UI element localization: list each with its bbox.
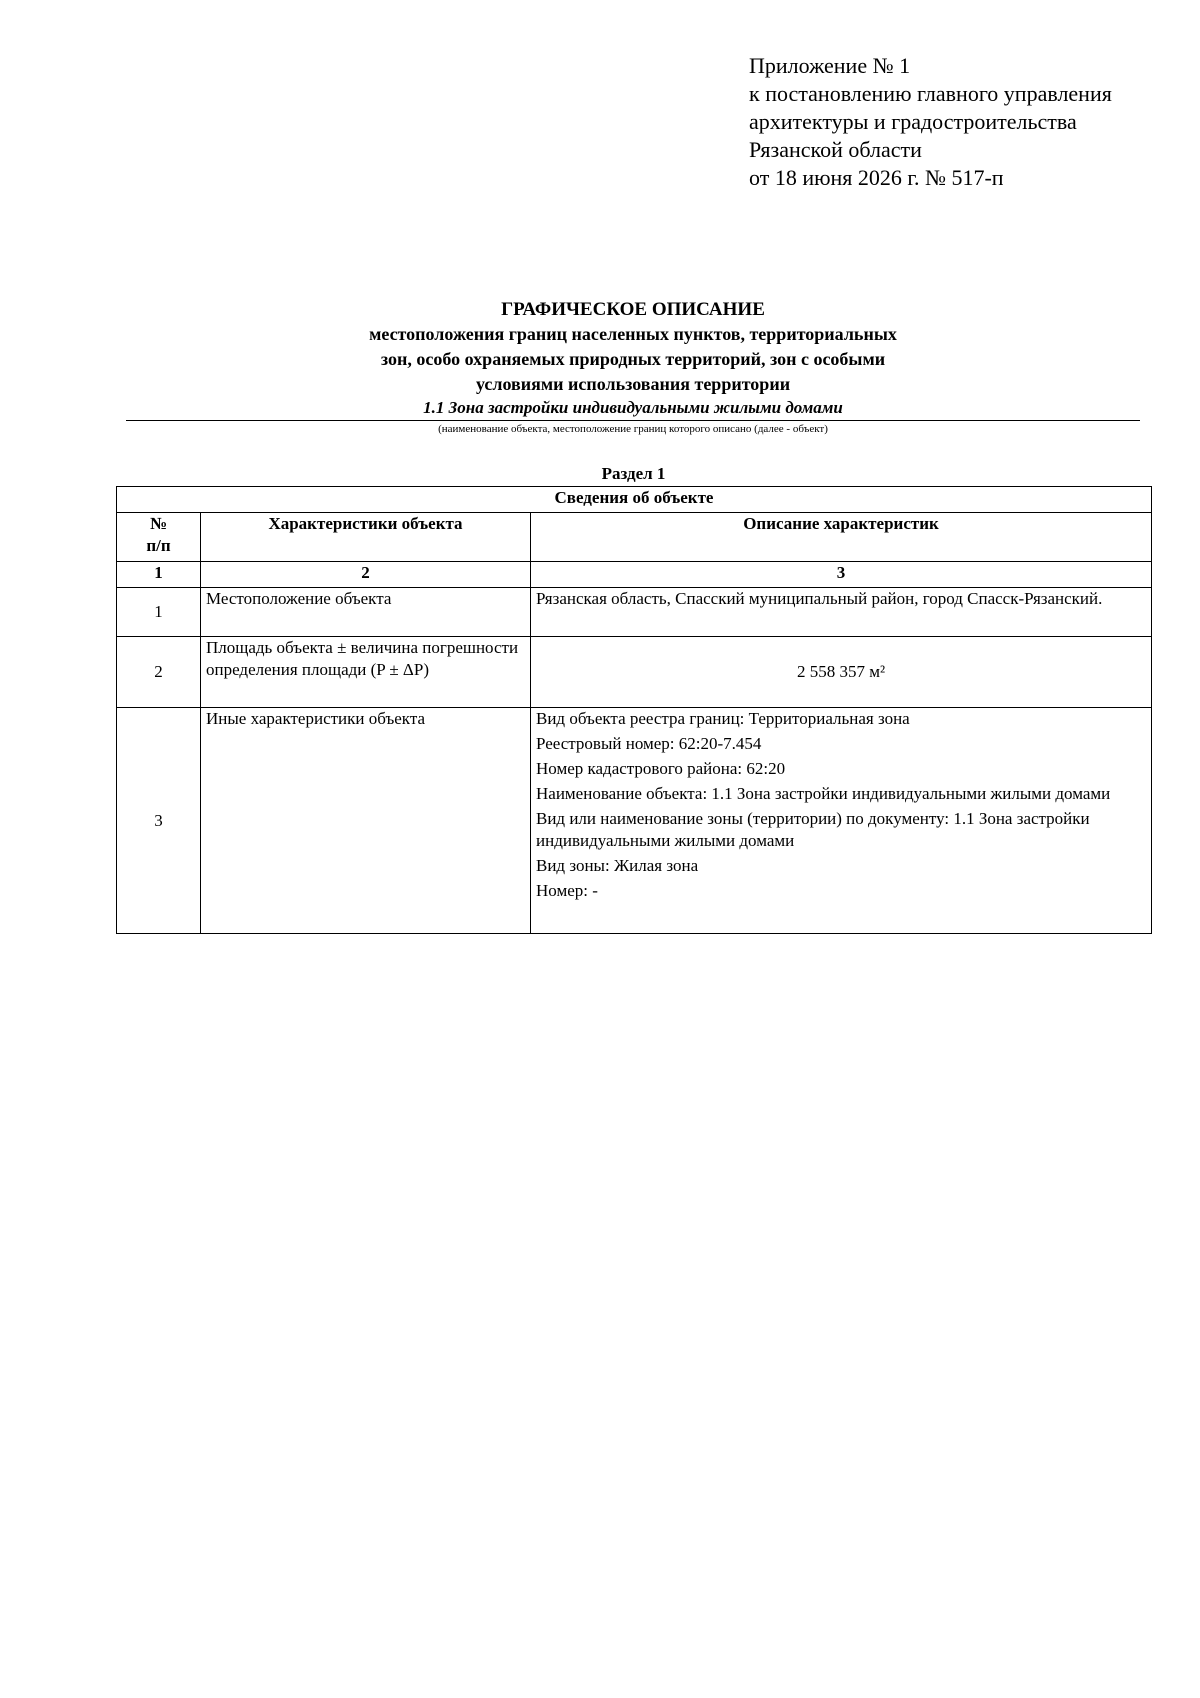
row-number: 2	[117, 637, 201, 708]
object-info-table	[116, 486, 1152, 934]
table-row	[117, 588, 1152, 637]
table-caption: Сведения об объекте	[117, 487, 1152, 513]
row-description	[531, 708, 1152, 934]
table-row	[117, 708, 1152, 934]
row-characteristic: Местоположение объекта	[201, 588, 531, 637]
description-line: Вид объекта реестра границ: Территориальная зона	[536, 709, 910, 728]
document-subtitle-line: местоположения границ населенных пунктов, территориальных	[369, 324, 897, 344]
annex-line: Рязанской области	[749, 137, 922, 162]
document-title: ГРАФИЧЕСКОЕ ОПИСАНИЕ	[501, 299, 765, 320]
row-number: 1	[117, 588, 201, 637]
annex-line: к постановлению главного управления	[749, 81, 1112, 106]
table-caption-row	[117, 487, 1152, 513]
annex-line: архитектуры и градостроительства	[749, 109, 1077, 134]
row-description: 2 558 357 м²	[531, 637, 1152, 708]
table-column-numbers-row	[117, 562, 1152, 588]
row-number: 3	[117, 708, 201, 934]
description-line: Наименование объекта: 1.1 Зона застройки индивидуальными жилыми домами	[536, 784, 1111, 803]
table-header-row	[117, 513, 1152, 562]
column-number: 3	[531, 562, 1152, 588]
document-subtitle-line: условиями использования территории	[475, 374, 791, 394]
column-header-number: № п/п	[117, 513, 201, 562]
document-subtitle-line: зон, особо охраняемых природных территорий, зон с особыми	[380, 349, 886, 369]
section-title: Раздел 1	[601, 464, 666, 483]
annex-line: от 18 июня 2026 г. № 517-п	[749, 165, 1004, 190]
annex-line: Приложение № 1	[749, 53, 911, 78]
row-description: Рязанская область, Спасский муниципальный район, город Спасск-Рязанский.	[531, 588, 1152, 637]
description-line: Номер кадастрового района: 62:20	[536, 759, 786, 778]
annex-block	[749, 52, 1112, 192]
column-number: 1	[117, 562, 201, 588]
table-row	[117, 637, 1152, 708]
title-block	[126, 298, 1140, 437]
column-header-characteristic: Характеристики объекта	[201, 513, 531, 562]
description-line: Номер: -	[536, 881, 598, 900]
object-name: 1.1 Зона застройки индивидуальными жилыми домами	[126, 397, 1140, 421]
description-line: Вид или наименование зоны (территории) по документу: 1.1 Зона застройки индивидуальными жилыми домами	[536, 809, 1090, 850]
column-number: 2	[201, 562, 531, 588]
row-characteristic: Иные характеристики объекта	[201, 708, 531, 934]
description-line: Реестровый номер: 62:20-7.454	[536, 734, 762, 753]
column-header-description: Описание характеристик	[531, 513, 1152, 562]
row-characteristic: Площадь объекта ± величина погрешности определения площади (P ± ΔP)	[201, 637, 531, 708]
description-line: Вид зоны: Жилая зона	[536, 856, 699, 875]
object-caption: (наименование объекта, местоположение границ которого описано (далее - объект)	[438, 423, 828, 435]
